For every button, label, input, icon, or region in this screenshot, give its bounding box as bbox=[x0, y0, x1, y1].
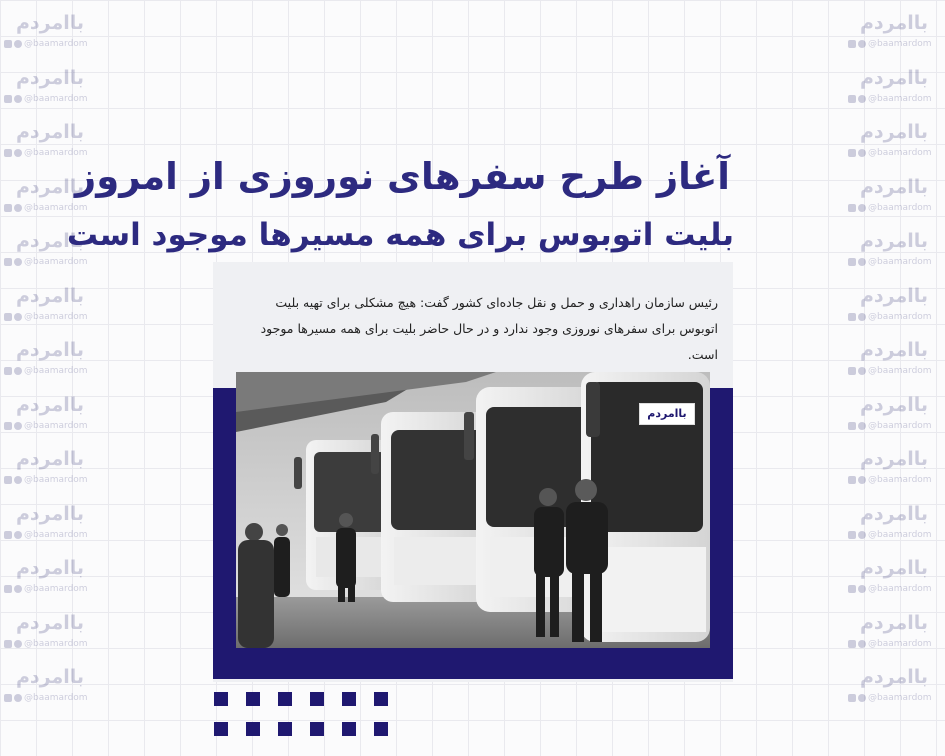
telegram-icon bbox=[14, 531, 22, 539]
decorative-square bbox=[214, 692, 228, 706]
watermark-handle bbox=[848, 93, 944, 105]
article-text-line-1: رئیس سازمان راهداری و حمل و نقل جاده‌ای کشور گفت: هیچ مشکلی برای تهیه بلیت bbox=[275, 295, 718, 310]
watermark-handle bbox=[4, 38, 100, 50]
decorative-square bbox=[342, 692, 356, 706]
instagram-icon bbox=[848, 476, 856, 484]
watermark-item bbox=[848, 555, 945, 610]
watermark-logo: باامردم bbox=[859, 230, 929, 252]
watermark-handle-text: @baamardom bbox=[24, 93, 88, 104]
watermark-item bbox=[4, 283, 104, 338]
watermark-logo: باامردم bbox=[859, 611, 929, 634]
instagram-icon bbox=[4, 313, 12, 321]
watermark-handle-text: @baamardom bbox=[868, 475, 932, 485]
instagram-icon bbox=[848, 422, 856, 430]
instagram-icon bbox=[848, 258, 856, 266]
watermark-item bbox=[848, 228, 945, 283]
watermark-handle bbox=[848, 583, 944, 595]
watermark-item bbox=[848, 337, 945, 392]
watermark-handle-text: @baamardom bbox=[868, 420, 932, 431]
watermark-handle bbox=[848, 474, 944, 486]
watermark-handle bbox=[848, 365, 944, 377]
telegram-icon bbox=[858, 40, 866, 48]
watermark-handle-text: @baamardom bbox=[868, 638, 932, 649]
watermark-handle-text: @baamardom bbox=[868, 93, 932, 104]
telegram-icon bbox=[14, 640, 22, 648]
watermark-logo: باامردم bbox=[15, 121, 85, 143]
watermark-logo: باامردم bbox=[859, 557, 929, 579]
watermark-handle bbox=[4, 420, 100, 432]
headline-title: آغاز طرح سفرهای نوروزی از امروز bbox=[74, 155, 730, 198]
instagram-icon bbox=[848, 694, 856, 702]
instagram-icon bbox=[4, 476, 12, 484]
watermark-logo: باامردم bbox=[859, 502, 929, 525]
watermark-item bbox=[4, 392, 104, 447]
decorative-square bbox=[342, 722, 356, 736]
watermark-handle-text: @baamardom bbox=[868, 202, 932, 213]
watermark-logo: باامردم bbox=[15, 557, 85, 579]
watermark-handle-text: @baamardom bbox=[24, 584, 88, 594]
watermark-item bbox=[848, 10, 945, 65]
article-text-line-2: اتوبوس برای سفرهای نوروزی وجود ندارد و در حال حاضر بلیت برای همه مسیرها موجود است. bbox=[260, 321, 718, 362]
decorative-square bbox=[246, 722, 260, 736]
watermark-handle-text: @baamardom bbox=[24, 257, 88, 267]
telegram-icon bbox=[858, 531, 866, 539]
watermark-handle-text: @baamardom bbox=[868, 693, 932, 703]
watermark-item bbox=[4, 10, 104, 65]
watermark-logo: باامردم bbox=[15, 66, 85, 89]
watermark-handle-text: @baamardom bbox=[24, 529, 88, 540]
watermark-logo: باامردم bbox=[859, 448, 929, 470]
telegram-icon bbox=[14, 694, 22, 702]
telegram-icon bbox=[14, 40, 22, 48]
instagram-icon bbox=[4, 40, 12, 48]
watermark-item bbox=[848, 501, 945, 556]
watermark-handle bbox=[4, 692, 100, 704]
watermark-handle-text: @baamardom bbox=[868, 584, 932, 594]
telegram-icon bbox=[858, 694, 866, 702]
telegram-icon bbox=[14, 422, 22, 430]
decorative-square bbox=[246, 692, 260, 706]
watermark-logo: باامردم bbox=[859, 175, 929, 198]
decorative-square bbox=[310, 692, 324, 706]
watermark-item bbox=[4, 664, 104, 719]
watermark-logo: باامردم bbox=[15, 284, 85, 307]
instagram-icon bbox=[4, 585, 12, 593]
watermark-handle bbox=[848, 420, 944, 432]
telegram-icon bbox=[858, 149, 866, 157]
telegram-icon bbox=[14, 367, 22, 375]
watermark-item bbox=[848, 65, 945, 120]
instagram-icon bbox=[4, 640, 12, 648]
decorative-square bbox=[278, 692, 292, 706]
watermark-handle bbox=[4, 583, 100, 595]
watermark-handle bbox=[848, 692, 944, 704]
watermark-item bbox=[848, 392, 945, 447]
telegram-icon bbox=[858, 204, 866, 212]
watermark-logo: باامردم bbox=[859, 339, 929, 361]
telegram-icon bbox=[14, 149, 22, 157]
watermark-handle bbox=[4, 365, 100, 377]
watermark-item bbox=[848, 174, 945, 229]
watermark-item bbox=[4, 337, 104, 392]
watermark-handle-text: @baamardom bbox=[24, 420, 88, 431]
telegram-icon bbox=[14, 95, 22, 103]
instagram-icon bbox=[848, 531, 856, 539]
watermark-logo: باامردم bbox=[859, 121, 929, 143]
instagram-icon bbox=[848, 640, 856, 648]
instagram-icon bbox=[4, 422, 12, 430]
telegram-icon bbox=[14, 476, 22, 484]
instagram-icon bbox=[848, 95, 856, 103]
watermark-item bbox=[848, 446, 945, 501]
watermark-handle-text: @baamardom bbox=[868, 366, 932, 376]
watermark-handle-text: @baamardom bbox=[868, 257, 932, 267]
watermark-handle bbox=[4, 474, 100, 486]
watermark-handle bbox=[4, 638, 100, 650]
watermark-handle-text: @baamardom bbox=[24, 311, 88, 322]
watermark-handle bbox=[848, 529, 944, 541]
instagram-icon bbox=[848, 204, 856, 212]
telegram-icon bbox=[858, 640, 866, 648]
telegram-icon bbox=[14, 313, 22, 321]
watermark-column-left bbox=[4, 10, 104, 719]
watermark-handle-text: @baamardom bbox=[24, 366, 88, 376]
watermark-logo: باامردم bbox=[15, 230, 85, 252]
watermark-logo: باامردم bbox=[859, 12, 929, 34]
watermark-handle-text: @baamardom bbox=[24, 148, 88, 158]
watermark-handle-text: @baamardom bbox=[868, 311, 932, 322]
watermark-handle bbox=[848, 256, 944, 268]
watermark-item bbox=[848, 664, 945, 719]
watermark-column-right bbox=[848, 10, 945, 719]
instagram-icon bbox=[4, 694, 12, 702]
instagram-icon bbox=[4, 149, 12, 157]
telegram-icon bbox=[14, 204, 22, 212]
telegram-icon bbox=[858, 476, 866, 484]
telegram-icon bbox=[858, 585, 866, 593]
watermark-logo: باامردم bbox=[15, 175, 85, 198]
watermark-handle-text: @baamardom bbox=[868, 39, 932, 49]
watermark-handle bbox=[848, 638, 944, 650]
watermark-logo: باامردم bbox=[15, 393, 85, 416]
telegram-icon bbox=[14, 585, 22, 593]
watermark-handle bbox=[4, 311, 100, 323]
watermark-logo: باامردم bbox=[15, 339, 85, 361]
watermark-item bbox=[4, 501, 104, 556]
instagram-icon bbox=[848, 585, 856, 593]
watermark-logo: باامردم bbox=[15, 502, 85, 525]
telegram-icon bbox=[858, 367, 866, 375]
watermark-item bbox=[4, 610, 104, 665]
watermark-item bbox=[4, 65, 104, 120]
watermark-handle bbox=[4, 529, 100, 541]
watermark-handle bbox=[848, 311, 944, 323]
instagram-icon bbox=[4, 367, 12, 375]
instagram-icon bbox=[4, 258, 12, 266]
instagram-icon bbox=[4, 204, 12, 212]
watermark-logo: باامردم bbox=[15, 666, 85, 688]
watermark-handle-text: @baamardom bbox=[868, 529, 932, 540]
telegram-icon bbox=[858, 313, 866, 321]
telegram-icon bbox=[14, 258, 22, 266]
watermark-item bbox=[848, 119, 945, 174]
decorative-square bbox=[374, 692, 388, 706]
watermark-handle-text: @baamardom bbox=[24, 202, 88, 213]
decorative-square bbox=[278, 722, 292, 736]
watermark-handle-text: @baamardom bbox=[868, 148, 932, 158]
watermark-logo: باامردم bbox=[15, 611, 85, 634]
watermark-item bbox=[4, 446, 104, 501]
instagram-icon bbox=[848, 149, 856, 157]
watermark-item bbox=[848, 610, 945, 665]
watermark-handle-text: @baamardom bbox=[24, 638, 88, 649]
watermark-handle-text: @baamardom bbox=[24, 475, 88, 485]
watermark-logo: باامردم bbox=[859, 66, 929, 89]
watermark-handle bbox=[848, 38, 944, 50]
telegram-icon bbox=[858, 422, 866, 430]
headline-subtitle: بلیت اتوبوس برای همه مسیرها موجود است bbox=[66, 217, 734, 253]
watermark-handle-text: @baamardom bbox=[24, 39, 88, 49]
instagram-icon bbox=[848, 313, 856, 321]
instagram-icon bbox=[848, 367, 856, 375]
decorative-square bbox=[374, 722, 388, 736]
watermark-logo: باامردم bbox=[859, 393, 929, 416]
instagram-icon bbox=[4, 531, 12, 539]
instagram-icon bbox=[4, 95, 12, 103]
watermark-handle-text: @baamardom bbox=[24, 693, 88, 703]
watermark-logo: باامردم bbox=[859, 284, 929, 307]
watermark-logo: باامردم bbox=[859, 666, 929, 688]
photo-logo: باامردم bbox=[639, 403, 695, 425]
watermark-handle bbox=[848, 202, 944, 214]
telegram-icon bbox=[858, 258, 866, 266]
watermark-item bbox=[4, 555, 104, 610]
decorative-square bbox=[214, 722, 228, 736]
telegram-icon bbox=[858, 95, 866, 103]
watermark-logo: باامردم bbox=[15, 448, 85, 470]
instagram-icon bbox=[848, 40, 856, 48]
watermark-handle bbox=[4, 93, 100, 105]
decorative-squares bbox=[214, 692, 394, 740]
watermark-logo: باامردم bbox=[15, 12, 85, 34]
article-text bbox=[230, 290, 718, 362]
decorative-square bbox=[310, 722, 324, 736]
watermark-handle bbox=[848, 147, 944, 159]
watermark-item bbox=[848, 283, 945, 338]
